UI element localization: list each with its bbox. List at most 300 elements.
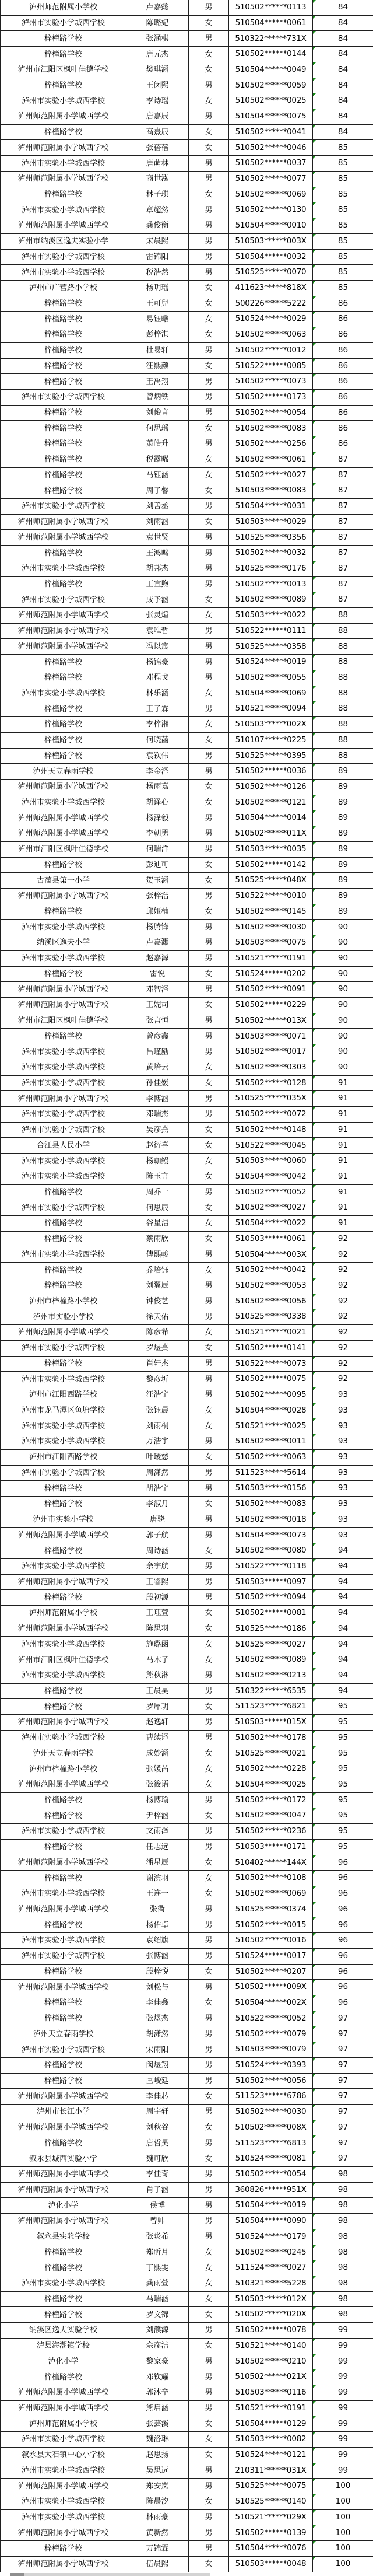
score-cell[interactable] [313,2167,373,2183]
student-name-cell[interactable] [126,1761,189,1777]
gender-cell[interactable] [189,2557,229,2572]
score-cell[interactable] [313,1060,373,1076]
school-cell[interactable] [1,1450,126,1466]
school-cell[interactable] [1,2214,126,2229]
id-number-cell[interactable] [229,2557,313,2572]
score-cell[interactable] [313,1123,373,1138]
gender-cell[interactable] [189,2354,229,2370]
school-cell[interactable] [1,1684,126,1700]
school-cell[interactable] [1,2463,126,2479]
school-cell[interactable] [1,1652,126,1668]
school-cell[interactable] [1,670,126,686]
score-cell[interactable] [313,826,373,842]
school-cell[interactable] [1,1995,126,2011]
gender-cell[interactable] [189,1980,229,1995]
id-number-cell[interactable] [229,2183,313,2198]
student-name-cell[interactable] [126,795,189,811]
score-cell[interactable] [313,1044,373,1060]
gender-cell[interactable] [189,109,229,125]
score-cell[interactable] [313,1107,373,1123]
student-name-cell[interactable] [126,2105,189,2120]
score-cell[interactable] [313,2557,373,2572]
school-cell[interactable] [1,1309,126,1325]
student-name-cell[interactable] [126,1512,189,1528]
gender-cell[interactable] [189,1294,229,1310]
student-name-cell[interactable] [126,1528,189,1543]
student-name-cell[interactable] [126,1138,189,1154]
school-cell[interactable] [1,2354,126,2370]
school-cell[interactable] [1,2292,126,2308]
id-number-cell[interactable] [229,1013,313,1029]
school-cell[interactable] [1,810,126,826]
score-cell[interactable] [313,1699,373,1715]
school-cell[interactable] [1,1481,126,1497]
score-cell[interactable] [313,1949,373,1965]
gender-cell[interactable] [189,2183,229,2198]
school-cell[interactable] [1,561,126,577]
student-name-cell[interactable] [126,1808,189,1824]
score-cell[interactable] [313,1309,373,1325]
school-cell[interactable] [1,1528,126,1543]
score-cell[interactable] [313,624,373,639]
id-number-cell[interactable] [229,343,313,359]
student-name-cell[interactable] [126,2541,189,2557]
gender-cell[interactable] [189,1824,229,1840]
score-cell[interactable] [313,156,373,172]
score-cell[interactable] [313,125,373,141]
score-cell[interactable] [313,1200,373,1216]
id-number-cell[interactable] [229,2135,313,2151]
gender-cell[interactable] [189,452,229,468]
school-cell[interactable] [1,749,126,764]
id-number-cell[interactable] [229,780,313,795]
id-number-cell[interactable] [229,1309,313,1325]
id-number-cell[interactable] [229,2369,313,2385]
school-cell[interactable] [1,2307,126,2323]
student-name-cell[interactable] [126,951,189,967]
score-cell[interactable] [313,1325,373,1341]
id-number-cell[interactable] [229,686,313,702]
school-cell[interactable] [1,265,126,281]
gender-cell[interactable] [189,1886,229,1902]
id-number-cell[interactable] [229,1606,313,1621]
school-cell[interactable] [1,2479,126,2494]
school-cell[interactable] [1,1357,126,1372]
score-cell[interactable] [313,686,373,702]
id-number-cell[interactable] [229,749,313,764]
gender-cell[interactable] [189,1684,229,1700]
id-number-cell[interactable] [229,1278,313,1294]
score-cell[interactable] [313,2135,373,2151]
school-cell[interactable] [1,592,126,608]
score-cell[interactable] [313,2307,373,2323]
gender-cell[interactable] [189,2401,229,2417]
id-number-cell[interactable] [229,2307,313,2323]
school-cell[interactable] [1,1123,126,1138]
gender-cell[interactable] [189,125,229,141]
gender-cell[interactable] [189,187,229,203]
score-cell[interactable] [313,468,373,484]
score-cell[interactable] [313,374,373,390]
score-cell[interactable] [313,2074,373,2089]
score-cell[interactable] [313,717,373,733]
id-number-cell[interactable] [229,2448,313,2463]
score-cell[interactable] [313,1933,373,1949]
gender-cell[interactable] [189,561,229,577]
gender-cell[interactable] [189,1138,229,1154]
id-number-cell[interactable] [229,47,313,62]
school-cell[interactable] [1,1403,126,1419]
score-cell[interactable] [313,1481,373,1497]
school-cell[interactable] [1,982,126,998]
student-name-cell[interactable] [126,2525,189,2541]
school-cell[interactable] [1,452,126,468]
gender-cell[interactable] [189,1637,229,1652]
school-cell[interactable] [1,904,126,920]
school-cell[interactable] [1,31,126,47]
school-cell[interactable] [1,2105,126,2120]
student-name-cell[interactable] [126,1871,189,1886]
id-number-cell[interactable] [229,2120,313,2136]
id-number-cell[interactable] [229,1886,313,1902]
school-cell[interactable] [1,1731,126,1746]
gender-cell[interactable] [189,1902,229,1918]
student-name-cell[interactable] [126,483,189,499]
student-name-cell[interactable] [126,234,189,250]
school-cell[interactable] [1,2448,126,2463]
gender-cell[interactable] [189,1185,229,1201]
school-cell[interactable] [1,686,126,702]
student-name-cell[interactable] [126,2214,189,2229]
id-number-cell[interactable] [229,436,313,452]
score-cell[interactable] [313,2245,373,2261]
id-number-cell[interactable] [229,733,313,749]
student-name-cell[interactable] [126,561,189,577]
gender-cell[interactable] [189,1387,229,1403]
student-name-cell[interactable] [126,281,189,296]
student-name-cell[interactable] [126,2292,189,2308]
student-name-cell[interactable] [126,2385,189,2401]
score-cell[interactable] [313,1543,373,1559]
school-cell[interactable] [1,1761,126,1777]
student-name-cell[interactable] [126,62,189,78]
school-cell[interactable] [1,1294,126,1310]
id-number-cell[interactable] [229,639,313,655]
id-number-cell[interactable] [229,1497,313,1512]
gender-cell[interactable] [189,717,229,733]
student-name-cell[interactable] [126,1169,189,1185]
gender-cell[interactable] [189,1528,229,1543]
school-cell[interactable] [1,1808,126,1824]
gender-cell[interactable] [189,2541,229,2557]
id-number-cell[interactable] [229,2432,313,2448]
student-name-cell[interactable] [126,1668,189,1684]
student-name-cell[interactable] [126,1450,189,1466]
school-cell[interactable] [1,1247,126,1263]
gender-cell[interactable] [189,1076,229,1092]
score-cell[interactable] [313,1029,373,1044]
id-number-cell[interactable] [229,951,313,967]
gender-cell[interactable] [189,2167,229,2183]
school-cell[interactable] [1,436,126,452]
school-cell[interactable] [1,202,126,218]
gender-cell[interactable] [189,1466,229,1481]
score-cell[interactable] [313,2323,373,2339]
gender-cell[interactable] [189,935,229,951]
id-number-cell[interactable] [229,577,313,593]
school-cell[interactable] [1,296,126,312]
score-cell[interactable] [313,998,373,1013]
student-name-cell[interactable] [126,842,189,858]
id-number-cell[interactable] [229,2074,313,2089]
score-cell[interactable] [313,982,373,998]
id-number-cell[interactable] [229,530,313,546]
score-cell[interactable] [313,1076,373,1092]
student-name-cell[interactable] [126,1746,189,1762]
score-cell[interactable] [313,172,373,187]
gender-cell[interactable] [189,1216,229,1232]
school-cell[interactable] [1,1466,126,1481]
id-number-cell[interactable] [229,296,313,312]
score-cell[interactable] [313,281,373,296]
school-cell[interactable] [1,1434,126,1450]
score-cell[interactable] [313,2151,373,2167]
school-cell[interactable] [1,1263,126,1278]
gender-cell[interactable] [189,639,229,655]
student-name-cell[interactable] [126,436,189,452]
id-number-cell[interactable] [229,1247,313,1263]
student-name-cell[interactable] [126,2369,189,2385]
id-number-cell[interactable] [229,187,313,203]
score-cell[interactable] [313,296,373,312]
id-number-cell[interactable] [229,1621,313,1637]
score-cell[interactable] [313,2183,373,2198]
student-name-cell[interactable] [126,1731,189,1746]
score-cell[interactable] [313,187,373,203]
student-name-cell[interactable] [126,1466,189,1481]
id-number-cell[interactable] [229,1668,313,1684]
student-name-cell[interactable] [126,109,189,125]
student-name-cell[interactable] [126,655,189,670]
score-cell[interactable] [313,16,373,32]
id-number-cell[interactable] [229,468,313,484]
school-cell[interactable] [1,1091,126,1107]
student-name-cell[interactable] [126,1980,189,1995]
id-number-cell[interactable] [229,858,313,873]
score-cell[interactable] [313,1668,373,1684]
id-number-cell[interactable] [229,1731,313,1746]
id-number-cell[interactable] [229,2276,313,2292]
score-cell[interactable] [313,2432,373,2448]
school-cell[interactable] [1,1169,126,1185]
school-cell[interactable] [1,608,126,624]
id-number-cell[interactable] [229,1808,313,1824]
score-cell[interactable] [313,0,373,16]
school-cell[interactable] [1,1232,126,1247]
gender-cell[interactable] [189,234,229,250]
gender-cell[interactable] [189,1668,229,1684]
student-name-cell[interactable] [126,1434,189,1450]
student-name-cell[interactable] [126,2167,189,2183]
school-cell[interactable] [1,515,126,530]
school-cell[interactable] [1,218,126,234]
gender-cell[interactable] [189,2105,229,2120]
gender-cell[interactable] [189,1372,229,1387]
student-name-cell[interactable] [126,1917,189,1933]
student-name-cell[interactable] [126,1154,189,1169]
student-name-cell[interactable] [126,1325,189,1341]
score-cell[interactable] [313,2214,373,2229]
gender-cell[interactable] [189,406,229,421]
gender-cell[interactable] [189,296,229,312]
student-name-cell[interactable] [126,296,189,312]
score-cell[interactable] [313,1497,373,1512]
gender-cell[interactable] [189,436,229,452]
id-number-cell[interactable] [229,920,313,935]
id-number-cell[interactable] [229,31,313,47]
school-cell[interactable] [1,2260,126,2276]
student-name-cell[interactable] [126,1216,189,1232]
school-cell[interactable] [1,717,126,733]
gender-cell[interactable] [189,421,229,436]
school-cell[interactable] [1,2183,126,2198]
id-number-cell[interactable] [229,2401,313,2417]
gender-cell[interactable] [189,281,229,296]
student-name-cell[interactable] [126,140,189,156]
gender-cell[interactable] [189,1450,229,1466]
gender-cell[interactable] [189,2479,229,2494]
score-cell[interactable] [313,2448,373,2463]
gender-cell[interactable] [189,1107,229,1123]
gender-cell[interactable] [189,1325,229,1341]
id-number-cell[interactable] [229,16,313,32]
id-number-cell[interactable] [229,810,313,826]
gender-cell[interactable] [189,2494,229,2510]
gender-cell[interactable] [189,312,229,327]
score-cell[interactable] [313,1777,373,1793]
school-cell[interactable] [1,1497,126,1512]
student-name-cell[interactable] [126,826,189,842]
score-cell[interactable] [313,1013,373,1029]
gender-cell[interactable] [189,202,229,218]
gender-cell[interactable] [189,1357,229,1372]
score-cell[interactable] [313,515,373,530]
gender-cell[interactable] [189,1512,229,1528]
student-name-cell[interactable] [126,780,189,795]
school-cell[interactable] [1,967,126,983]
school-cell[interactable] [1,2510,126,2526]
score-cell[interactable] [313,546,373,561]
student-name-cell[interactable] [126,1949,189,1965]
id-number-cell[interactable] [229,452,313,468]
id-number-cell[interactable] [229,374,313,390]
score-cell[interactable] [313,2229,373,2245]
id-number-cell[interactable] [229,1060,313,1076]
student-name-cell[interactable] [126,530,189,546]
gender-cell[interactable] [189,1995,229,2011]
id-number-cell[interactable] [229,1902,313,1918]
gender-cell[interactable] [189,1481,229,1497]
id-number-cell[interactable] [229,515,313,530]
id-number-cell[interactable] [229,2042,313,2058]
student-name-cell[interactable] [126,624,189,639]
student-name-cell[interactable] [126,1294,189,1310]
student-name-cell[interactable] [126,265,189,281]
school-cell[interactable] [1,250,126,265]
school-cell[interactable] [1,873,126,889]
school-cell[interactable] [1,1917,126,1933]
score-cell[interactable] [313,780,373,795]
student-name-cell[interactable] [126,468,189,484]
student-name-cell[interactable] [126,250,189,265]
score-cell[interactable] [313,904,373,920]
gender-cell[interactable] [189,795,229,811]
gender-cell[interactable] [189,749,229,764]
score-cell[interactable] [313,390,373,406]
school-cell[interactable] [1,577,126,593]
score-cell[interactable] [313,764,373,780]
school-cell[interactable] [1,998,126,1013]
student-name-cell[interactable] [126,1200,189,1216]
score-cell[interactable] [313,1902,373,1918]
id-number-cell[interactable] [229,701,313,717]
score-cell[interactable] [313,2385,373,2401]
id-number-cell[interactable] [229,795,313,811]
school-cell[interactable] [1,858,126,873]
id-number-cell[interactable] [229,2229,313,2245]
school-cell[interactable] [1,374,126,390]
score-cell[interactable] [313,701,373,717]
gender-cell[interactable] [189,483,229,499]
score-cell[interactable] [313,1606,373,1621]
score-cell[interactable] [313,749,373,764]
score-cell[interactable] [313,406,373,421]
score-cell[interactable] [313,62,373,78]
id-number-cell[interactable] [229,250,313,265]
score-cell[interactable] [313,1294,373,1310]
id-number-cell[interactable] [229,608,313,624]
gender-cell[interactable] [189,2369,229,2385]
school-cell[interactable] [1,1637,126,1652]
score-cell[interactable] [313,2510,373,2526]
gender-cell[interactable] [189,78,229,94]
student-name-cell[interactable] [126,2183,189,2198]
id-number-cell[interactable] [229,1216,313,1232]
id-number-cell[interactable] [229,1044,313,1060]
id-number-cell[interactable] [229,1777,313,1793]
gender-cell[interactable] [189,1715,229,1731]
id-number-cell[interactable] [229,2292,313,2308]
id-number-cell[interactable] [229,2541,313,2557]
student-name-cell[interactable] [126,1341,189,1357]
gender-cell[interactable] [189,140,229,156]
score-cell[interactable] [313,327,373,343]
student-name-cell[interactable] [126,1995,189,2011]
id-number-cell[interactable] [229,2245,313,2261]
id-number-cell[interactable] [229,93,313,109]
student-name-cell[interactable] [126,1855,189,1871]
score-cell[interactable] [313,1824,373,1840]
school-cell[interactable] [1,1824,126,1840]
school-cell[interactable] [1,1902,126,1918]
gender-cell[interactable] [189,16,229,32]
gender-cell[interactable] [189,218,229,234]
student-name-cell[interactable] [126,421,189,436]
score-cell[interactable] [313,1232,373,1247]
school-cell[interactable] [1,1965,126,1980]
gender-cell[interactable] [189,1403,229,1419]
score-cell[interactable] [313,1840,373,1855]
